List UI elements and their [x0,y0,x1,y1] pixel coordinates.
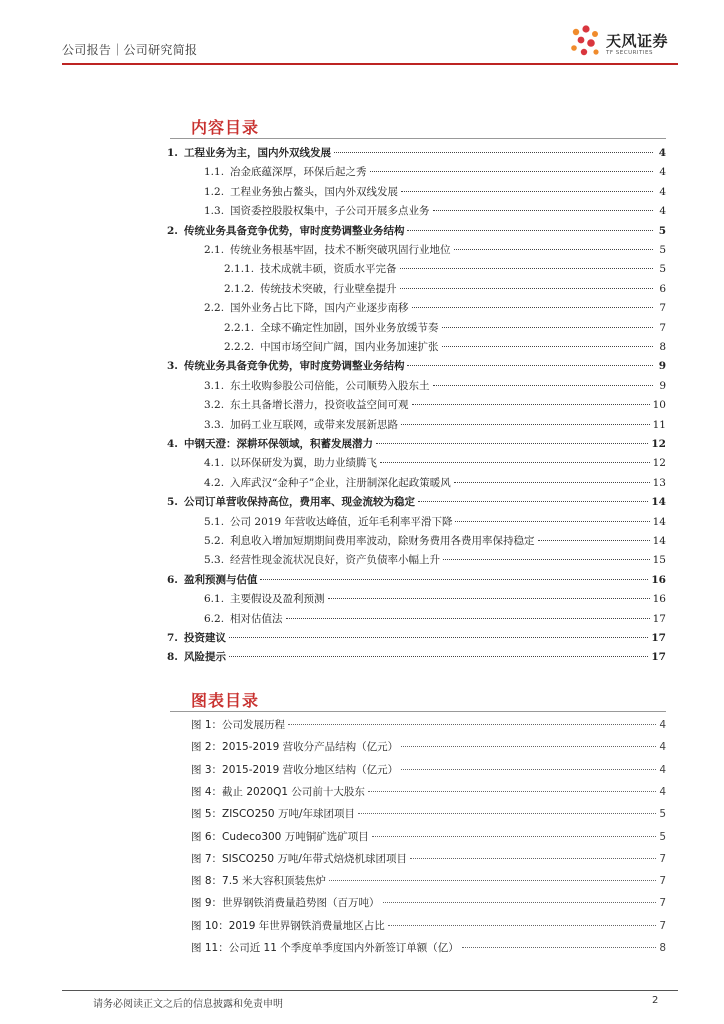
figure-leader-dots [410,858,656,859]
toc-entry-page: 6 [659,282,666,295]
toc-entry-title: 投资建议 [183,632,226,644]
page-number: 2 [652,995,659,1006]
toc-entry-number: 1.1. [204,166,225,179]
toc-leader-dots [454,249,653,250]
toc-entry-page: 5 [659,263,666,276]
toc-leader-dots [286,618,650,619]
toc-entry-number: 2.2.2. [224,341,255,353]
toc-entry[interactable] [224,281,666,296]
figure-entry[interactable] [191,806,666,821]
figure-leader-dots [462,947,657,948]
toc-entry-page: 5 [658,224,666,237]
figure-entry-title: 图 7：SISCO250 万吨/年带式焙烧机球团项目 [191,852,407,865]
figure-entry-title: 图 9：世界钢铁消费量趋势图（百万吨） [191,897,380,910]
toc-entry-title: 风险提示 [183,651,226,664]
figure-entry-title: 图 4：截止 2020Q1 公司前十大股东 [191,785,365,798]
toc-entry[interactable] [167,572,666,587]
toc-leader-dots [400,288,653,289]
toc-entry-title: 传统业务具备竞争优势，审时度势调整业务结构 [183,224,405,237]
toc-entry-number: 1.2. [204,185,225,198]
toc-entry-number: 8. [167,651,178,664]
toc-entry-title: 盈利预测与估值 [183,573,258,586]
figure-entry-title: 图 2：2015-2019 营收分产品结构（亿元） [191,741,399,754]
figure-entry-page: 5 [659,830,666,843]
figure-entry-page: 7 [659,852,666,865]
toc-entry-page: 13 [652,476,666,489]
toc-entry-page: 5 [659,244,666,256]
figure-leader-dots [329,880,656,881]
toc-entry[interactable] [167,358,666,373]
toc-entry[interactable] [167,649,666,664]
toc-entry-number: 2.1.1. [224,263,255,276]
toc-leader-dots [433,210,653,211]
toc-entry-title: 经营性现金流状况良好，资产负债率小幅上升 [230,554,441,567]
toc-entry-number: 7. [167,632,178,644]
toc-entry-page: 10 [652,399,666,412]
toc-entry-title: 全球不确定性加剧，国外业务放缓节奏 [260,321,439,334]
toc-entry-page: 17 [652,612,666,625]
toc-leader-dots [418,501,648,502]
toc-leader-dots [376,443,648,444]
figure-leader-dots [288,724,656,725]
figure-entry-page: 4 [659,763,666,776]
toc-title: 内容目录 [191,118,260,137]
figure-entry[interactable] [191,762,666,777]
toc-entry-number: 3.1. [204,379,225,392]
toc-leader-dots [407,230,653,231]
toc-entry-page: 4 [659,166,666,179]
toc-entry[interactable] [167,494,666,509]
toc-entry[interactable] [204,514,666,529]
figure-entry-page: 7 [659,875,666,888]
toc-entry-title: 工程业务独占鳌头，国内外双线发展 [230,185,399,198]
figure-entry-page: 8 [659,942,666,954]
toc-entry-page: 4 [659,205,666,218]
logo-name: 天风证券 [606,32,669,50]
figure-entry-title: 图 3：2015-2019 营收分地区结构（亿元） [191,763,399,776]
toc-entry-page: 9 [658,360,666,373]
toc-leader-dots [334,152,653,153]
toc-entry-page: 17 [651,651,666,664]
footer-divider [62,990,678,991]
figure-entry-title: 图 5：ZISCO250 万吨/年球团项目 [191,808,355,821]
header-divider [62,63,678,65]
toc-entry-page: 4 [659,185,666,198]
toc-entry-number: 4.2. [204,476,225,489]
figure-entry-title: 图 11：公司近 11 个季度单季度国内外新签订单额（亿） [191,942,459,954]
toc-entry-page: 15 [652,554,666,567]
toc-entry-title: 传统业务具备竞争优势，审时度势调整业务结构 [183,360,405,373]
logo-subtitle: TF SECURITIES [606,50,653,56]
toc-entry[interactable] [204,300,666,315]
toc-leader-dots [433,385,653,386]
toc-entry-page: 8 [659,341,666,353]
toc-entry-title: 加码工业互联网，或带来发展新思路 [230,418,399,431]
toc-leader-dots [454,482,650,483]
figure-leader-dots [401,769,656,770]
toc-entry[interactable] [224,320,666,335]
toc-entry[interactable] [167,223,666,238]
toc-leader-dots [407,365,653,366]
toc-entry[interactable] [204,475,666,490]
toc-entry[interactable] [204,611,666,626]
toc-leader-dots [380,462,650,463]
toc-entry[interactable] [204,164,666,179]
figures-title: 图表目录 [191,691,260,710]
toc-entry-number: 2.2.1. [224,321,255,334]
toc-entry[interactable] [204,533,666,548]
toc-entry-title: 冶金底蕴深厚，环保后起之秀 [230,166,367,179]
toc-entry-page: 7 [659,321,666,334]
figure-entry[interactable] [191,940,666,955]
footer-disclaimer: 请务必阅读正文之后的信息披露和免责申明 [93,999,283,1010]
toc-entry-number: 5.3. [204,554,225,567]
toc-entry-page: 7 [659,302,666,315]
toc-entry[interactable] [204,184,666,199]
toc-entry-number: 1. [167,147,178,159]
figure-entry-title: 图 1：公司发展历程 [191,719,286,731]
toc-entry-number: 6. [167,573,178,586]
figure-entry-page: 7 [659,919,666,932]
toc-entry-title: 东土具备增长潜力，投资收益空间可观 [230,399,409,412]
figure-leader-dots [383,902,657,903]
toc-entry-number: 1.3. [204,205,225,218]
toc-entry-title: 传统业务根基牢固，技术不断突破巩固行业地位 [230,244,451,256]
toc-entry-title: 入库武汉“金种子”企业，注册制深化起政策暖风 [230,476,451,489]
toc-entry-number: 6.1. [204,593,225,606]
toc-entry[interactable] [224,261,666,276]
toc-entry[interactable] [167,436,666,451]
figure-entry-title: 图 6：Cudeco300 万吨铜矿选矿项目 [191,830,369,843]
toc-entry-page: 9 [659,379,666,392]
toc-entry-title: 中国市场空间广阔，国内业务加速扩张 [260,341,439,353]
toc-entry[interactable] [204,378,666,393]
figure-entry-title: 图 8：7.5 米大容积顶装焦炉 [191,875,327,888]
toc-leader-dots [400,268,653,269]
toc-entry[interactable] [204,552,666,567]
toc-entry-title: 主要假设及盈利预测 [230,593,325,606]
toc-entry-page: 4 [658,147,666,159]
toc-leader-dots [455,521,649,522]
toc-entry-title: 工程业务为主，国内外双线发展 [183,147,331,159]
toc-leader-dots [370,171,653,172]
toc-entry-number: 4. [167,438,178,450]
toc-leader-dots [412,307,653,308]
toc-leader-dots [538,540,650,541]
toc-entry-page: 12 [652,457,666,470]
toc-leader-dots [442,327,653,328]
toc-entry-page: 11 [652,418,666,431]
toc-entry-number: 2.1. [204,244,225,256]
toc-entry-number: 2.1.2. [224,282,255,295]
toc-entry-number: 6.2. [204,612,225,625]
figure-entry-page: 7 [659,897,666,910]
toc-entry[interactable] [204,203,666,218]
toc-leader-dots [443,559,650,560]
figures-title-rule [170,711,666,712]
toc-entry-page: 16 [651,573,666,586]
figure-leader-dots [368,791,656,792]
toc-entry-page: 14 [652,515,666,528]
toc-entry-title: 传统技术突破，行业壁垒提升 [260,282,397,295]
toc-entry-number: 4.1. [204,457,225,470]
toc-leader-dots [442,346,653,347]
toc-leader-dots [401,424,650,425]
toc-entry-page: 12 [651,438,666,450]
figure-entry[interactable] [191,717,666,732]
toc-entry-number: 2.2. [204,302,225,315]
toc-entry-title: 相对估值法 [230,612,283,625]
toc-entry-title: 国外业务占比下降，国内产业逐步南移 [230,302,409,315]
toc-entry[interactable] [224,339,666,354]
figure-entry[interactable] [191,784,666,799]
figure-entry-page: 4 [659,785,666,798]
toc-entry[interactable] [167,630,666,645]
toc-entry-number: 3.2. [204,399,225,412]
toc-leader-dots [229,656,648,657]
toc-entry-number: 5.2. [204,535,225,547]
figure-leader-dots [388,925,657,926]
figure-entry-page: 4 [659,741,666,754]
toc-entry-title: 以环保研发为翼，助力业绩腾飞 [230,457,378,470]
toc-entry[interactable] [204,591,666,606]
figure-entry-page: 4 [659,719,666,731]
report-category: 公司报告｜公司研究简报 [62,43,198,57]
figure-entry[interactable] [191,739,666,754]
figure-entry[interactable] [191,895,666,910]
toc-entry-page: 14 [652,535,666,547]
toc-entry-number: 3.3. [204,418,225,431]
figure-leader-dots [401,746,656,747]
toc-entry[interactable] [167,145,666,160]
figure-entry[interactable] [191,873,666,888]
toc-leader-dots [401,191,653,192]
figure-entry-title: 图 10：2019 年世界钢铁消费量地区占比 [191,919,385,932]
toc-entry-title: 利息收入增加短期期间费用率波动，除财务费用各费用率保持稳定 [230,535,535,547]
figure-entry[interactable] [191,851,666,866]
toc-entry-number: 3. [167,360,178,373]
toc-leader-dots [328,598,650,599]
toc-leader-dots [260,579,648,580]
toc-entry-number: 5. [167,496,178,509]
toc-entry-title: 中钢天澄：深耕环保领域，积蓄发展潜力 [183,438,373,450]
toc-entry-page: 16 [652,593,666,606]
toc-entry-page: 14 [651,496,666,509]
toc-entry-title: 公司订单营收保持高位，费用率、现金流较为稳定 [183,496,415,509]
toc-entry-title: 公司 2019 年营收达峰值，近年毛利率平滑下降 [230,515,453,528]
toc-entry-title: 国资委控股股权集中，子公司开展多点业务 [230,205,430,218]
toc-leader-dots [229,637,648,638]
toc-entry-page: 17 [651,632,666,644]
toc-entry[interactable] [204,417,666,432]
toc-entry[interactable] [204,397,666,412]
toc-entry-title: 东土收购参股公司倍能，公司顺势入股东土 [230,379,430,392]
toc-entry[interactable] [204,455,666,470]
toc-title-rule [170,138,666,139]
figure-leader-dots [372,836,657,837]
figure-entry[interactable] [191,829,666,844]
toc-entry-number: 2. [167,224,178,237]
figure-entry-page: 5 [659,808,666,821]
toc-entry-number: 5.1. [204,515,225,528]
toc-leader-dots [412,404,650,405]
toc-entry[interactable] [204,242,666,257]
figure-leader-dots [358,813,656,814]
toc-entry-title: 技术成就丰硕，资质水平完备 [260,263,397,276]
figure-entry[interactable] [191,918,666,933]
